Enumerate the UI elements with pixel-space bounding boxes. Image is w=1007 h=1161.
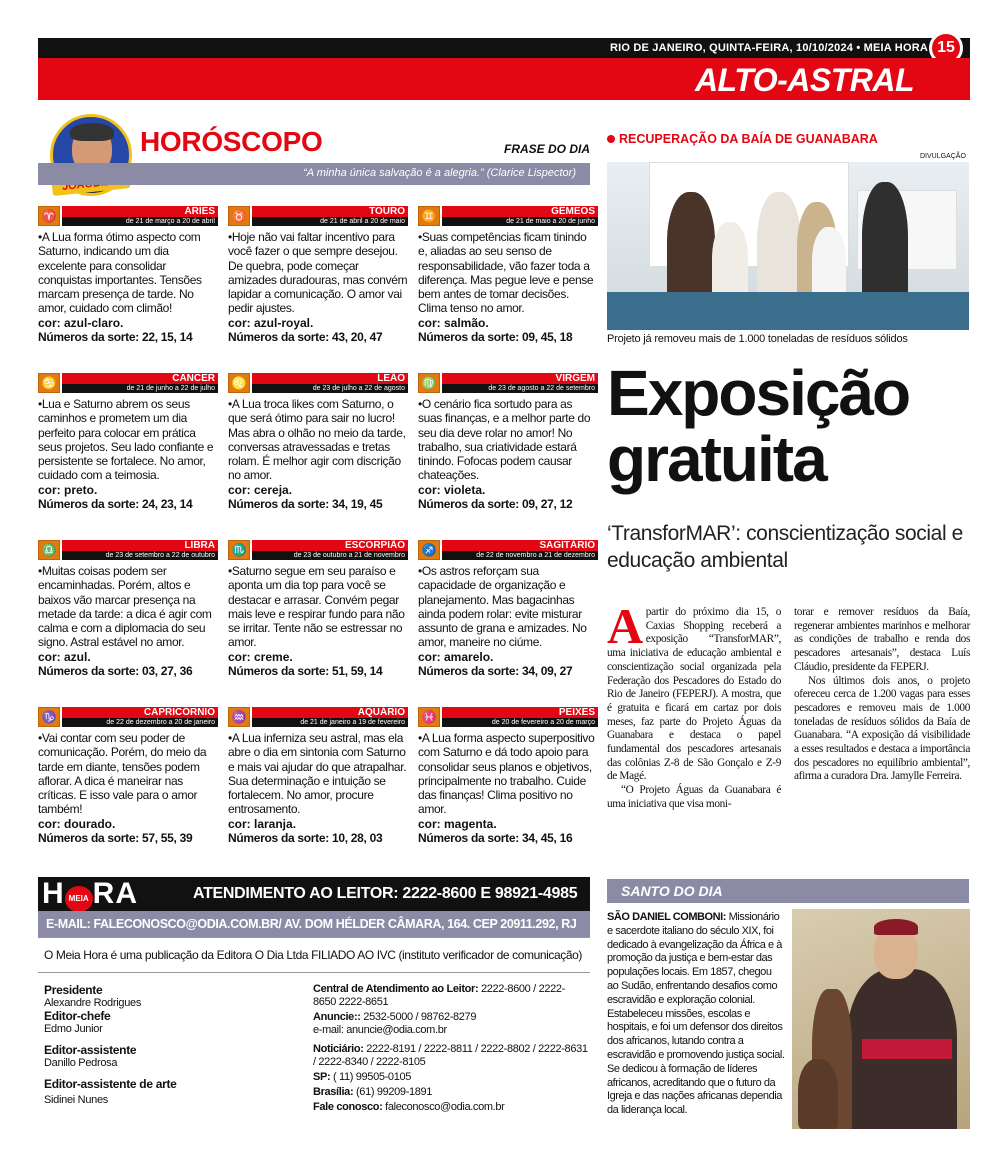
staff-role: Editor-assistente	[44, 1043, 137, 1057]
santo-title: SANTO DO DIA	[607, 879, 969, 903]
sign-lucky-numbers: Números da sorte: 34, 09, 27	[418, 664, 573, 679]
sign-text: •A Lua troca likes com Saturno, o que será ótimo para sair no lucro! Mas abra o olhão no meio da tarde, conversas atravessadas e tretas rolam. É melhor agir com discrição no amor.	[228, 397, 406, 483]
staff-name: Sidinei Nunes	[44, 1094, 108, 1106]
dropcap: A	[607, 598, 643, 654]
staff-name: Alexandre Rodrigues	[44, 997, 142, 1009]
sign-dates: de 23 de agosto a 22 de setembro	[442, 384, 598, 393]
date-line: RIO DE JANEIRO, QUINTA-FEIRA, 10/10/2024 •	[609, 42, 861, 54]
sign-color: cor: violeta.	[418, 482, 486, 497]
photo-credit: DIVULGAÇÃO	[920, 153, 966, 160]
sign-text: •A Lua forma ótimo aspecto com Saturno, indicando um dia excelente para consolidar conquistas importantes. Tensões marcam presença de tarde. No amor, cuidado com climão!	[38, 230, 202, 316]
sign-dates: de 20 de fevereiro a 20 de março	[442, 718, 598, 727]
sign-color: cor: salmão.	[418, 315, 489, 330]
sign-block	[418, 206, 598, 345]
sign-lucky-numbers: Números da sorte: 09, 27, 12	[418, 497, 573, 512]
sign-lucky-numbers: Números da sorte: 34, 45, 16	[418, 831, 573, 846]
sign-dates: de 22 de dezembro a 20 de janeiro	[62, 718, 218, 727]
sign-name: ÁRIES	[62, 206, 218, 217]
zodiac-icon: ♍	[418, 373, 440, 393]
sign-block	[228, 373, 408, 512]
article-paragraph: torar e remover resíduos da Baía, regenerar ambientes marinhos e melhorar as condições de trabalho e renda dos pescadores artesanais”, destaca Luís Cláudio, presidente da FEPERJ.	[794, 606, 970, 673]
section-title: ALTO-ASTRAL	[694, 62, 914, 98]
sign-lucky-numbers: Números da sorte: 51, 59, 14	[228, 664, 383, 679]
sign-lucky-numbers: Números da sorte: 24, 23, 14	[38, 497, 193, 512]
zodiac-icon: ♉	[228, 206, 250, 226]
sign-block	[228, 540, 408, 679]
sign-text: •O cenário fica sortudo para as suas finanças, e a melhor parte do seu dia deve rolar no amor! No trabalho, sua criatividade estará tinindo. Fofocas podem causar chateações.	[418, 397, 591, 483]
section-bar	[38, 58, 970, 100]
article-column-2	[794, 606, 970, 784]
zodiac-icon: ♊	[418, 206, 440, 226]
sign-name: LEÃO	[252, 373, 408, 384]
sign-lucky-numbers: Números da sorte: 22, 15, 14	[38, 330, 193, 345]
sign-name: PEIXES	[442, 707, 598, 718]
staff-name: Edmo Junior	[44, 1023, 103, 1035]
sign-text: •Lua e Saturno abrem os seus caminhos e prometem um dia perfeito para colocar em prática seus projetos. Seu lado confiante e persistente se fortalece. No amor, cuidado com a teimosia.	[38, 397, 214, 483]
zodiac-icon: ♑	[38, 707, 60, 727]
article-headline: Exposição gratuita	[607, 357, 910, 495]
article-kicker: RECUPERAÇÃO DA BAÍA DE GUANABARA	[607, 132, 878, 146]
sign-text: •Saturno segue em seu paraíso e aponta um dia top para você se destacar e arrasar. Convém pegar mais leve e respirar fundo para não se irritar. Tente não se estressar no amor.	[228, 564, 405, 650]
sign-block	[38, 373, 218, 512]
sign-color: cor: azul.	[38, 649, 91, 664]
sign-block	[38, 540, 218, 679]
zodiac-icon: ♐	[418, 540, 440, 560]
sign-text: •A Lua forma aspecto superpositivo com Saturno e dá todo apoio para consolidar seus planos e objetivos, principalmente no trabalho. Cuide das finanças! Clima positivo no amor.	[418, 731, 595, 817]
article-photo	[607, 162, 969, 330]
sign-text: •Suas competências ficam tinindo e, aliadas ao seu senso de responsabilidade, vão fazer toda a diferença. Mas pegue leve e pense bem antes de tomar decisões. Clima tenso no amor.	[418, 230, 594, 316]
article-paragraph: Nos últimos dois anos, o projeto ofereceu cerca de 1.200 vagas para esses pescadores e removeu mais de 1.000 toneladas de resíduos sólidos da Baía de Guanabara. “A exposição dá visibilidade a esses resultados e destaca a importância dos pescadores no equilíbrio ambiental”, afirma a curadora Dra. Jamylle Ferreira.	[794, 674, 970, 783]
sign-block	[38, 707, 218, 846]
staff-role: Editor-assistente de arte	[44, 1077, 177, 1091]
article-paragraph: partir do próximo dia 15, o Caxias Shopping receberá a exposição “TransforMAR”, uma iniciativa de educação ambiental e conscientização social organizada pela Federação dos Pescadores do Estado do Rio de Janeiro (FEPERJ). A mostra, que é gratuita e ficará em cartaz por dois meses, faz parte do Projeto Águas da Guanabara e destaca o papel fundamental dos pescadores artesanais das colônias Z-8 de São Gonçalo e Z-9 de Magé.	[607, 606, 781, 783]
zodiac-icon: ♓	[418, 707, 440, 727]
atendimento-leitor: ATENDIMENTO AO LEITOR: 2222-8600 E 98921-4985	[193, 885, 578, 902]
sign-block	[228, 206, 408, 345]
sign-text: •Hoje não vai faltar incentivo para você fazer o que sempre desejou. De quebra, pode começar amizades duradouras, mas convém lapidar a comunicação. O amor vai pedir ajustes.	[228, 230, 408, 316]
meia-hora-logo: H MEIA RA	[42, 877, 139, 910]
zodiac-icon: ♈	[38, 206, 60, 226]
sign-name: CÂNCER	[62, 373, 218, 384]
sign-name: CAPRICÓRNIO	[62, 707, 218, 718]
article-column-1	[607, 598, 781, 812]
staff-role: Presidente	[44, 983, 103, 997]
sign-text: •Muitas coisas podem ser encaminhadas. Porém, altos e baixos vão marcar presença na metade da tarde: a dica é agir com calma e com a diplomacia do seu signo. Astral estável no amor.	[38, 564, 212, 650]
contact-block: Central de Atendimento ao Leitor: 2222-8600 / 2222-8650 2222-8651 Anuncie:: 2532-5000 / 98762-8279 e-mail: anuncie@odia.com.br Noticiário: 2222-8191 / 2222-8811 / 2222-8802 / 2222-8631 / 2222-8340 / 2222-8105 SP: ( 11) 99505-0105 Brasília: (61) 99209-1891 Fale conosco: faleconosco@odia.com.br	[313, 983, 588, 1113]
sign-block	[228, 707, 408, 846]
sign-color: cor: dourado.	[38, 816, 116, 831]
sign-text: •A Lua inferniza seu astral, mas ela abre o dia em sintonia com Saturno e mais vai ajudar do que atrapalhar. Sua determinação e intuição se fortalecem. No amor, procure entrosamento.	[228, 731, 407, 817]
sign-color: cor: preto.	[38, 482, 98, 497]
sign-color: cor: azul-claro.	[38, 315, 124, 330]
sign-dates: de 21 de junho a 22 de julho	[62, 384, 218, 393]
sign-name: GÊMEOS	[442, 206, 598, 217]
page-number: 15	[929, 31, 963, 65]
sign-dates: de 21 de maio a 20 de junho	[442, 217, 598, 226]
sign-color: cor: cereja.	[228, 482, 293, 497]
frase-label: FRASE DO DIA	[503, 142, 590, 156]
frase-do-dia: “A minha única salvação é a alegria.” (Clarice Lispector)	[38, 163, 590, 185]
sign-name: SAGITÁRIO	[442, 540, 598, 551]
article-subhead: ‘TransforMAR’: conscientização social e educação ambiental	[607, 522, 963, 572]
zodiac-icon: ♎	[38, 540, 60, 560]
sign-lucky-numbers: Números da sorte: 34, 19, 45	[228, 497, 383, 512]
date-bar	[38, 38, 970, 58]
article-paragraph: “O Projeto Águas da Guanabara é uma iniciativa que visa moni-	[607, 784, 781, 810]
santo-name: SÃO DANIEL COMBONI:	[607, 911, 726, 923]
sign-dates: de 21 de janeiro a 19 de fevereiro	[252, 718, 408, 727]
sign-text: •Os astros reforçam sua capacidade de organização e planejamento. Mas bagacinhas ainda podem rolar: evite misturar assunto de grana e amizades. No amor, maneire no ciúme.	[418, 564, 587, 650]
sign-lucky-numbers: Números da sorte: 09, 45, 18	[418, 330, 573, 345]
santo-portrait	[792, 909, 970, 1129]
brand-name: MEIA HORA	[863, 42, 928, 54]
bullet-icon	[607, 135, 615, 143]
santo-text: SÃO DANIEL COMBONI: Missionário e sacerdote italiano do século XIX, foi dedicado à evangelização da África e à promoção da justiça e bem-estar das populações locais. Em 1857, chegou ao Sudão, enfrentando desafios como escravidão e exploração colonial. Estabeleceu missões, escolas e hospitais, e foi um defensor dos direitos dos africanos, lutando contra a escravidão e promovendo justiça social. Se dedicou à formação de líderes africanos, acreditando que o futuro da Igreja e das nações africanas dependia da liderança local.	[607, 911, 785, 1117]
sign-block	[418, 540, 598, 679]
sign-name: VIRGEM	[442, 373, 598, 384]
staff-role: Editor-chefe	[44, 1009, 111, 1023]
sign-lucky-numbers: Números da sorte: 57, 55, 39	[38, 831, 193, 846]
sign-color: cor: amarelo.	[418, 649, 494, 664]
sign-dates: de 22 de novembro a 21 de dezembro	[442, 551, 598, 560]
horoscope-title: HORÓSCOPO	[140, 126, 323, 157]
zodiac-icon: ♋	[38, 373, 60, 393]
sign-dates: de 23 de setembro a 22 de outubro	[62, 551, 218, 560]
sign-dates: de 23 de julho a 22 de agosto	[252, 384, 408, 393]
sign-block	[418, 707, 598, 846]
sign-text: •Vai contar com seu poder de comunicação. Porém, do meio da tarde em diante, tensões podem aflorar. A dica é maneirar nas críticas. E isso vale para o amor também!	[38, 731, 207, 817]
sign-color: cor: magenta.	[418, 816, 497, 831]
sign-dates: de 21 de abril a 20 de maio	[252, 217, 408, 226]
sign-lucky-numbers: Números da sorte: 43, 20, 47	[228, 330, 383, 345]
sign-name: AQUÁRIO	[252, 707, 408, 718]
sign-block	[38, 206, 218, 345]
sign-color: cor: azul-royal.	[228, 315, 314, 330]
staff-name: Danillo Pedrosa	[44, 1057, 118, 1069]
sign-color: cor: laranja.	[228, 816, 297, 831]
zodiac-icon: ♌	[228, 373, 250, 393]
sign-dates: de 23 de outubro a 21 de novembro	[252, 551, 408, 560]
publication-line: O Meia Hora é uma publicação da Editora O Dia Ltda FILIADO AO IVC (instituto verificador de comunicação)	[44, 948, 582, 962]
photo-caption: Projeto já removeu mais de 1.000 toneladas de resíduos sólidos	[607, 333, 908, 345]
zodiac-icon: ♏	[228, 540, 250, 560]
sign-color: cor: creme.	[228, 649, 293, 664]
sign-name: TOURO	[252, 206, 408, 217]
sign-block	[418, 373, 598, 512]
footer-banner	[38, 877, 590, 911]
staff-block	[44, 983, 177, 1106]
sign-name: ESCORPIÃO	[252, 540, 408, 551]
email-address-bar: E-MAIL: FALECONOSCO@ODIA.COM.BR/ AV. DOM HÉLDER CÂMARA, 164. CEP 20911.292, RJ	[38, 911, 590, 937]
sign-dates: de 21 de março a 20 de abril	[62, 217, 218, 226]
zodiac-icon: ♒	[228, 707, 250, 727]
sign-lucky-numbers: Números da sorte: 10, 28, 03	[228, 831, 383, 846]
sign-lucky-numbers: Números da sorte: 03, 27, 36	[38, 664, 193, 679]
sign-name: LIBRA	[62, 540, 218, 551]
